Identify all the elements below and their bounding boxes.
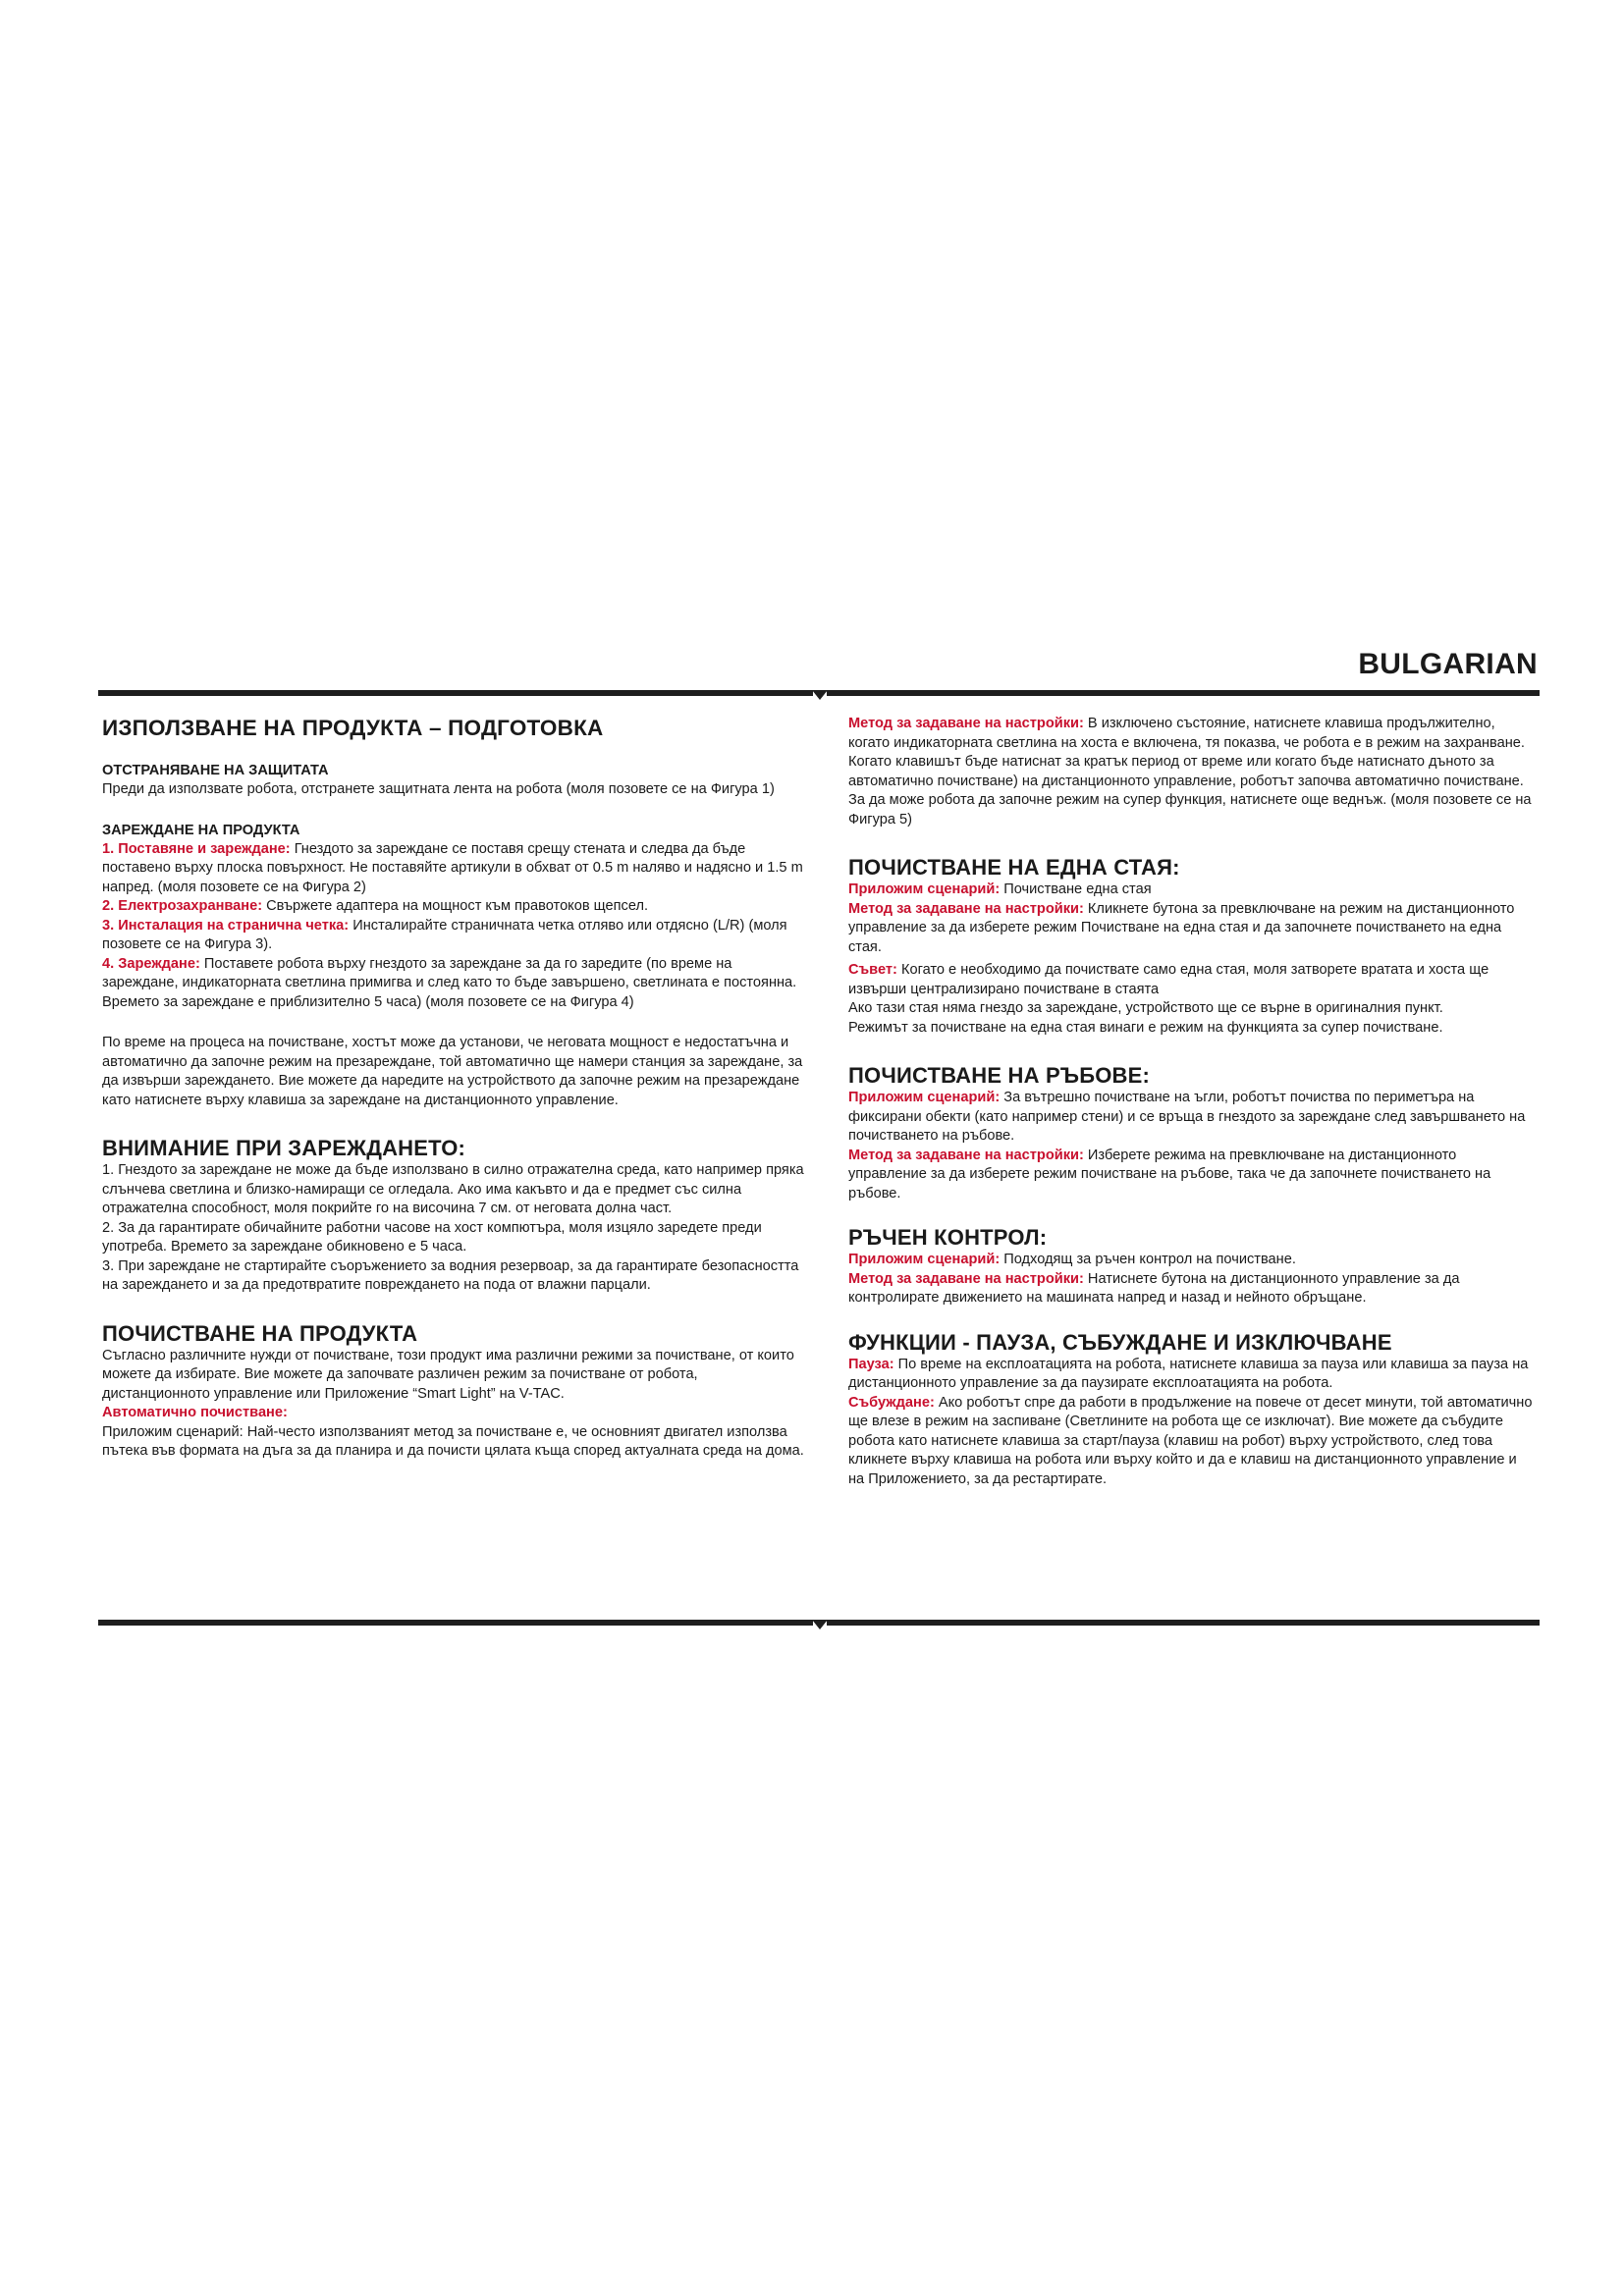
left-column [102,715,807,1462]
auto-cleaning-label [102,1404,807,1423]
pause-desc: По време на експлоатацията на робота, натиснете клавиша за пауза или клавиша за пауза на дистанционното управление за да паузирате експлоатацията на робота. [848,1356,1529,1391]
charging-step-4 [102,955,807,1013]
recharge-note: По време на процеса на почистване, хостът може да установи, че неговата мощност е недостатъчна и автоматично да започне режим на презареждане, той автоматично ще намери станция за зареждане, за да извърши зареждането. Вие можете да наредите на устройството да започне режим на презареждане като натиснете върху клавиша за зареждане на дистанционното управление. [102,1035,803,1108]
single-room-scenario-text: Почистване една стая [1000,881,1152,897]
single-room-scenario-label: Приложим сценарий: [848,881,1001,897]
charging-step-4-text: Поставете робота върху гнездото за зареждане за да го заредите (по време на зареждане, индикаторната светлина примигва и след като то бъде завършено, светлината е постоянна. Времето за зареждане е приблизително 5 часа) (моля позовете се на Фигура 4) [102,955,797,1010]
single-room-heading: ПОЧИСТВАНЕ НА ЕДНА СТАЯ: [848,855,1180,880]
manual-scenario [848,1251,1536,1270]
bottom-rule-left [98,1620,813,1626]
single-room-method [848,900,1536,958]
attention-item: 2. За да гарантирате обичайните работни часове на хост компютъра, моля изцяло заредете преди употреба. Времето за зареждане обикновено е 5 часа. [102,1219,762,1255]
cleaning-text: Съгласно различните нужди от почистване, този продукт има различни режими за почистване, от които можете да избирате. Вие можете да започвате различен режим за почистване от робота, дистанционното управление или Приложение “Smart Light” на V-TAC. [102,1347,794,1402]
language-label: BULGARIAN [1358,648,1538,680]
wake-desc: Ако роботът спре да работи в продължение на повече от десет минути, той автоматично ще влезе в режим на заспиване (Светлините на робота ще се изключат). Вие можете да събудите робота като натиснете клавиша за старт/пауза (клавиш на робот) върху устройството, след това кликнете върху клавиша на робота или върху който и да е клавиш на дистанционното управление и на Приложението, за да рестартирате. [848,1394,1533,1487]
edges-method-text: Изберете режима на превключване на дистанционното управление за да изберете режим почистване на ръбове, така че да започнете почистването на ръбове. [848,1147,1491,1201]
pause-label: Пауза: [848,1356,894,1372]
attention-heading: ВНИМАНИЕ ПРИ ЗАРЕЖДАНЕТО: [102,1136,466,1160]
single-room-note: Режимът за почистване на една стая винаги е режим на функцията за супер почистване. [848,1019,1443,1036]
bottom-rule-notch [812,1618,828,1633]
manual-heading: РЪЧЕН КОНТРОЛ: [848,1225,1048,1250]
section-title-preparation: ИЗПОЛЗВАНЕ НА ПРОДУКТА – ПОДГОТОВКА [102,716,604,740]
manual-scenario-text: Подходящ за ръчен контрол на почистване. [1000,1252,1296,1267]
auto-method-label: Метод за задаване на настройки: [848,716,1084,731]
pause-text [848,1356,1536,1394]
single-room-tip [848,961,1536,999]
single-room-method-label: Метод за задаване на настройки: [848,900,1084,917]
bottom-rule-right [827,1620,1540,1626]
manual-scenario-label: Приложим сценарий: [848,1252,1001,1267]
removal-heading: ОТСТРАНЯВАНЕ НА ЗАЩИТАТА [102,763,329,778]
manual-method-text: Натиснете бутона на дистанционното управление за да контролирате движението на машината напред и назад и нейното обръщане. [848,1270,1460,1306]
single-room-tip-text: Когато е необходимо да почиствате само една стая, моля затворете вратата и хоста ще извърши централизирано почистване в стаята [848,962,1489,997]
charging-step-3 [102,917,807,955]
charging-step-2-text: Свържете адаптера на мощност към правотоков щепсел. [262,898,649,914]
auto-cleaning-label-text: Автоматично почистване: [102,1405,288,1420]
edges-heading: ПОЧИСТВАНЕ НА РЪБОВЕ: [848,1063,1151,1088]
auto-method-text: В изключено състояние, натиснете клавиша продължително, когато индикаторната светлина на хоста е включена, тя показва, че робота е в режим на захранване. Когато клавишът бъде натиснат за кратък период от време или когато бъде натиснато дъното за автоматично почистване) на дистанционното управление, роботът започва автоматично почистване. [848,716,1525,789]
charging-step-4-label: 4. Зареждане: [102,955,200,972]
charging-step-2 [102,897,807,917]
charging-step-3-text: Инсталирайте страничната четка отляво или отдясно (L/R) (моля позовете се на Фигура 3). [102,917,787,952]
auto-cleaning-text: Приложим сценарий: Най-често използваният метод за почистване е, че основният двигател използва пътека във формата на дъга за да планира и да почисти цялата къща според актуалната среда на дома. [102,1423,804,1459]
attention-item: 1. Гнездото за зареждане не може да бъде използвано в силно отражателна среда, като например пряка слънчева светлина и близко-намиращи се огледала. Ако има какъвто и да е предмет със силна отражателна способност, моля покрийте го на височина 7 см. от неговата долна част. [102,1162,804,1216]
top-rule-left [98,690,813,696]
cleaning-heading: ПОЧИСТВАНЕ НА ПРОДУКТА [102,1320,418,1346]
charging-heading: ЗАРЕЖДАНЕ НА ПРОДУКТА [102,822,300,838]
functions-heading: ФУНКЦИИ - ПАУЗА, СЪБУЖДАНЕ И ИЗКЛЮЧВАНЕ [848,1329,1392,1355]
edges-scenario-text: За вътрешно почистване на ъгли, роботът почиства по периметъра на фиксирани обекти (като например стени) и се връща в гнездото за зареждане след завършването на почистването на ръбове. [848,1090,1526,1144]
top-rule-right [827,690,1540,696]
edges-method [848,1147,1536,1204]
super-mode-note: За да може робота да започне режим на супер функция, натиснете още веднъж. (моля позовете се на Фигура 5) [848,792,1532,828]
edges-scenario [848,1089,1536,1147]
wake-text [848,1394,1536,1490]
removal-text: Преди да използвате робота, отстранете защитната лента на робота (моля позовете се на Фигура 1) [102,781,775,797]
single-room-method-text: Кликнете бутона за превключване на режим на дистанционното управление за да изберете режим Почистване на една стая и да започнете почистването на една стая. [848,900,1515,955]
attention-item: 3. При зареждане не стартирайте съоръжението за водния резервоар, за да гарантирате безопасността на зареждането и за да предотвратите повреждането на пода от влажни парцали. [102,1257,799,1293]
edges-method-label: Метод за задаване на настройки: [848,1147,1084,1163]
right-column [848,715,1536,1489]
charging-step-3-label: 3. Инсталация на странична четка: [102,917,350,934]
single-room-tip-extra: Ако тази стая няма гнездо за зареждане, устройството ще се върне в оригиналния пункт. [848,1000,1443,1016]
charging-step-1 [102,840,807,898]
manual-method-label: Метод за задаване на настройки: [848,1270,1084,1287]
manual-method [848,1270,1536,1308]
edges-scenario-label: Приложим сценарий: [848,1090,1001,1105]
charging-step-1-label: 1. Поставяне и зареждане: [102,840,291,857]
charging-step-2-label: 2. Електрозахранване: [102,898,263,914]
charging-step-1-text: Гнездото за зареждане се поставя срещу стената и следва да бъде поставено върху плоска повърхност. Не поставяйте артикули в обхват от 0.5 m наляво и надясно и 1.5 m напред. (моля позовете се на Фигура 2) [102,840,803,895]
auto-method [848,715,1536,791]
wake-label: Събуждане: [848,1394,935,1411]
top-rule-notch [812,688,828,704]
single-room-scenario [848,881,1536,900]
single-room-tip-label: Съвет: [848,962,897,978]
